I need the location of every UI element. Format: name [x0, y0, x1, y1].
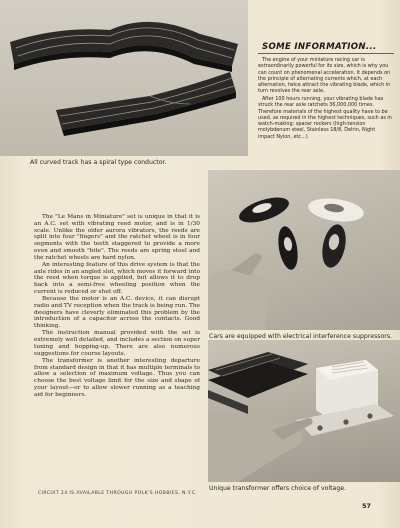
article-paragraph: The instruction manual provided with the set is extremely well detailed, and includes a section on super tuning and hopping-up. There are also numerous suggestions for course layouts. [34, 330, 200, 357]
information-paragraph: After 100 hours running, your vibrating blade has struck the rear axle ratchets 36,000,000 times. Therefore materials of the highest quality have to be used, as required in the highest techniques, such as in watch-making: spacer rockers (high-tension molybdenum steel, Stainless 18/8, Delrin, Night impact Nylon, etc...). [258, 96, 392, 140]
information-title: SOME INFORMATION... [262, 42, 377, 52]
article-paragraph: The transformer is another interesting departure from standard design in that it has multiple terminals to allow a selection of maximum voltage. Thus you can choose the best voltage limit for the size and shape of your layout—or to allow slower running as a teaching aid for beginners. [34, 357, 200, 398]
transformer-photo [208, 340, 400, 482]
information-text [258, 57, 392, 141]
information-divider [258, 53, 394, 54]
track-caption: All curved track has a spiral type conductor. [30, 159, 167, 166]
transformer-caption: Unique transformer offers choice of voltage. [209, 485, 347, 492]
page-footer: CIRCUIT 24 IS AVAILABLE THROUGH POLK'S HOBBIES, N.Y.C. [38, 491, 198, 496]
article-paragraph: An interesting feature of this drive system is that the axle rides in an angled slot, which moves it forward into the reed when torque is applied, but allows it to drop back into a semi-free wheeling position when the current is reduced or shut off. [34, 261, 200, 295]
information-paragraph: The engine of your miniature racing car is extraordinarily powerful for its size, which is why you can count on phenomenal acceleration. It depends on the principle of alternating currents which, at each alternation, twice attract the vibrating blade, which in turn revolves the rear axle. [258, 57, 391, 95]
article-body [34, 214, 200, 399]
article-paragraph: Because the motor is an A.C. device, it can disrupt radio and TV reception when the track is being run. The designers have cleverly eliminated this problem by the introduction of a capacitor across the contacts. Good thinking. [34, 296, 200, 329]
page-number: 57 [362, 502, 372, 510]
track-photo [0, 0, 248, 156]
article-paragraph: The "Le Mans in Miniature" set is unique in that it is an A.C. set with vibrating reed motor, and is in 1/30 scale. Unlike the older aurora vibrators, the reeds are split into four "fingers" and the ratchet wheel is in four segments with the teeth staggered to provide a more even and smooth "bite". The reeds are spring steel and the ratchet wheels are hard nylon. [34, 214, 200, 261]
cars-caption: Cars are equipped with electrical interference suppressors. [209, 333, 393, 340]
cars-photo [208, 170, 400, 330]
